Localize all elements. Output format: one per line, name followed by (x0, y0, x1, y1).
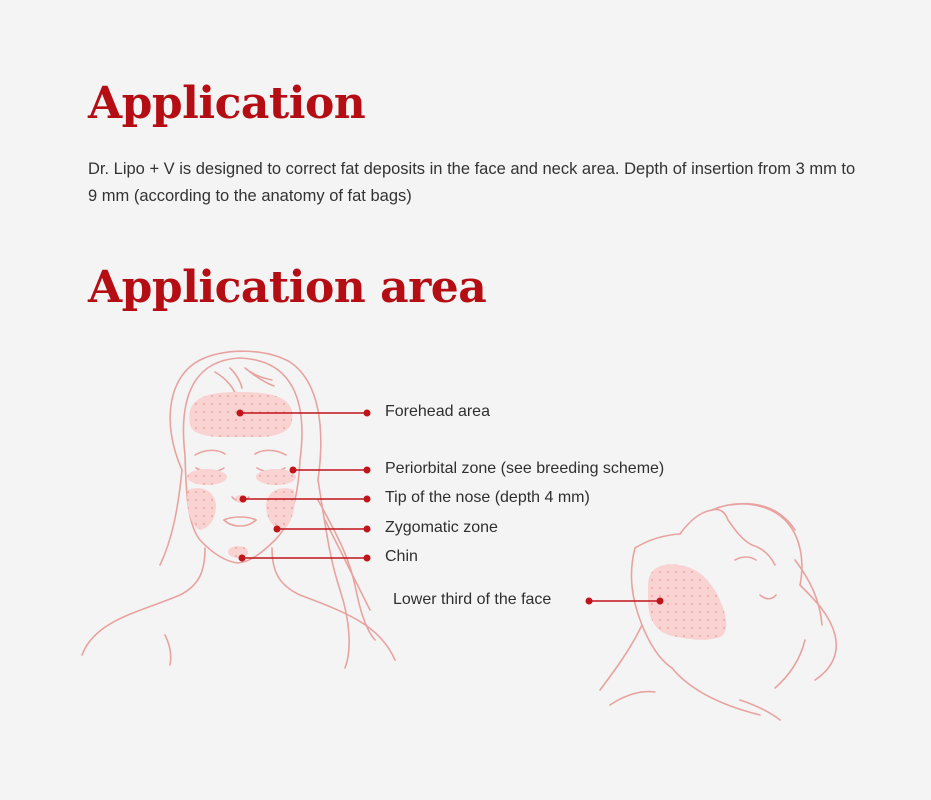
label-zygomatic-zone: Zygomatic zone (385, 519, 498, 536)
label-periorbital-zone: Periorbital zone (see breeding scheme) (385, 460, 665, 477)
pointer-periorbital-label-dot (364, 467, 371, 474)
application-description: Dr. Lipo + V is designed to correct fat deposits in the face and neck area. Depth of insertion from 3 mm to 9 mm (according to the anatomy of fat bags) (88, 160, 856, 205)
application-title: Application (88, 78, 366, 129)
pointer-chin-label-dot (364, 555, 371, 562)
pointer-nose-tip-end-dot (240, 496, 247, 503)
front-face-zones (187, 392, 296, 558)
pointer-zygomatic-label-dot (364, 526, 371, 533)
pointer-chin-end-dot (239, 555, 246, 562)
pointer-lines (240, 413, 660, 601)
application-area-title: Application area (88, 262, 487, 313)
pointer-forehead-label-dot (364, 410, 371, 417)
zygomatic-zone-right (266, 488, 295, 530)
label-lower-third: Lower third of the face (393, 591, 552, 608)
pointer-forehead-end-dot (237, 410, 244, 417)
pointer-lower-third-end-dot (657, 598, 664, 605)
periorbital-zone-left (187, 469, 227, 485)
label-nose-tip: Tip of the nose (depth 4 mm) (385, 489, 590, 506)
pointer-zygomatic-end-dot (274, 526, 281, 533)
pointer-lower-third-label-dot (586, 598, 593, 605)
pointer-dots (237, 410, 664, 605)
label-forehead-area: Forehead area (385, 403, 490, 420)
label-chin: Chin (385, 548, 418, 565)
pointer-nose-tip-label-dot (364, 496, 371, 503)
pointer-periorbital-end-dot (290, 467, 297, 474)
